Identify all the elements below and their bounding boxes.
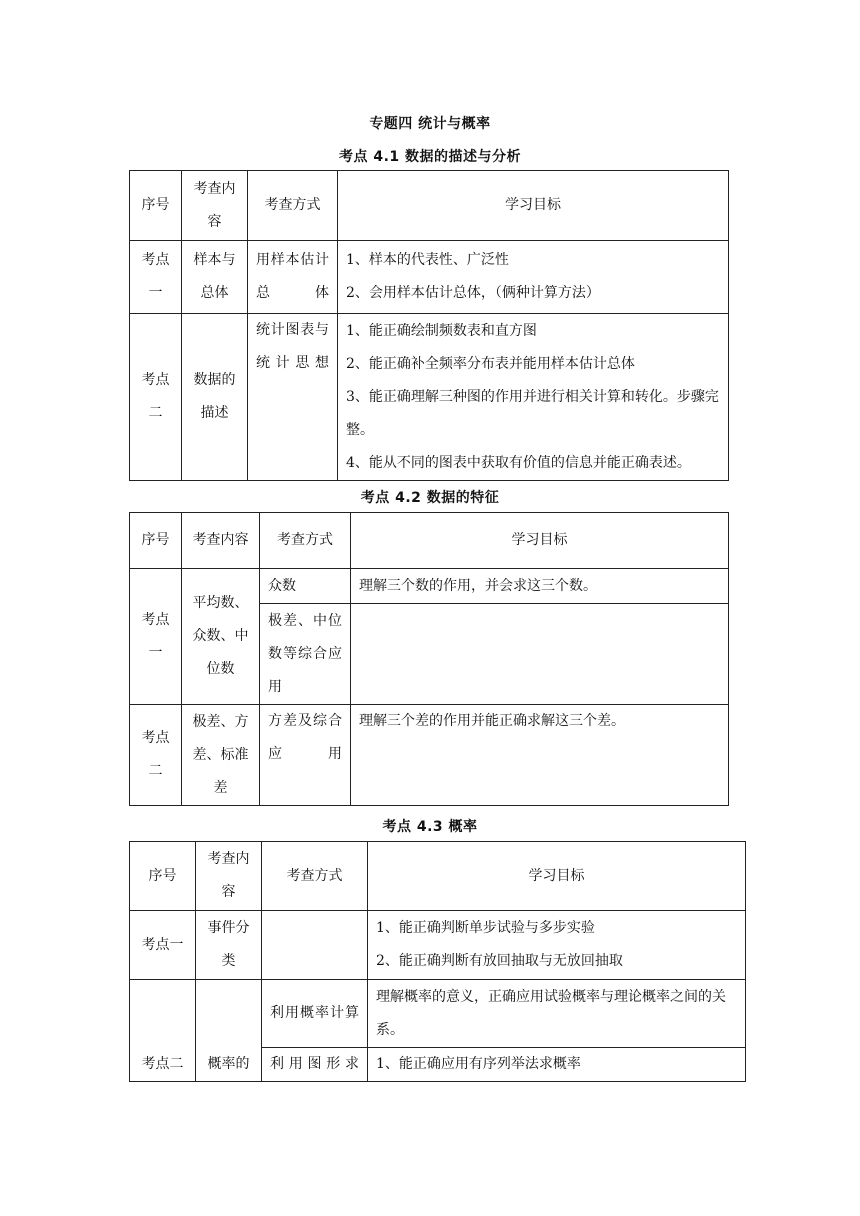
header-content: 考查内容	[182, 171, 248, 241]
cell-content: 样本与总体	[182, 241, 248, 314]
table-header-row	[130, 842, 746, 911]
cell-content: 事件分类	[196, 911, 262, 980]
cell-method: 众数	[260, 569, 351, 604]
goal-line: 2、能正确补全频率分布表并能用样本估计总体	[346, 355, 635, 372]
table-row	[130, 241, 729, 314]
table-4-2	[129, 512, 729, 806]
cell-goal: 理解三个数的作用，并会求这三个数。	[351, 569, 729, 604]
header-method: 考查方式	[260, 513, 351, 569]
goal-line: 1、能正确绘制频数表和直方图	[346, 322, 537, 339]
header-content: 考查内容	[182, 513, 260, 569]
header-seq: 序号	[130, 842, 196, 911]
goal-line: 2、能正确判断有放回抽取与无放回抽取	[376, 953, 623, 969]
cell-seq: 考点一	[130, 569, 182, 705]
table-row	[130, 911, 746, 980]
cell-method: 极差、中位数等综合应用	[260, 604, 351, 705]
cell-goal: 理解概率的意义，正确应用试验概率与理论概率之间的关系。	[368, 980, 746, 1048]
header-goal: 学习目标	[351, 513, 729, 569]
table-header-row	[130, 171, 729, 241]
cell-goal: 理解三个差的作用并能正确求解这三个差。	[351, 705, 729, 806]
table-row	[130, 705, 729, 806]
cell-content: 数据的描述	[182, 314, 248, 481]
header-seq: 序号	[130, 171, 182, 241]
cell-content: 极差、方差、标准差	[182, 705, 260, 806]
header-method: 考查方式	[262, 842, 368, 911]
header-method: 考查方式	[248, 171, 338, 241]
cell-method: 用样本估计总体	[248, 241, 338, 314]
header-goal: 学习目标	[338, 171, 729, 241]
header-content: 考查内容	[196, 842, 262, 911]
cell-seq: 考点二	[130, 314, 182, 481]
cell-method: 统计图表与统计思想	[248, 314, 338, 481]
cell-goals	[338, 314, 729, 481]
table-4-3	[129, 841, 746, 1082]
cell-content: 平均数、众数、中位数	[182, 569, 260, 705]
table-header-row	[130, 513, 729, 569]
cell-goals	[338, 241, 729, 314]
header-goal: 学习目标	[368, 842, 746, 911]
header-seq: 序号	[130, 513, 182, 569]
cell-goal	[351, 604, 729, 705]
table-row	[130, 569, 729, 604]
cell-goals	[368, 911, 746, 980]
cell-seq: 考点二	[130, 980, 196, 1082]
goal-line: 1、样本的代表性、广泛性	[346, 252, 509, 268]
cell-seq: 考点一	[130, 911, 196, 980]
table-4-1	[129, 170, 729, 481]
cell-content: 概率的	[196, 980, 262, 1082]
goal-line: 2、会用样本估计总体，（俩种计算方法）	[346, 285, 600, 301]
table-row	[130, 314, 729, 481]
cell-method: 方差及综合应用	[260, 705, 351, 806]
goal-line: 3、能正确理解三种图的作用并进行相关计算和转化。步骤完整。	[346, 388, 719, 438]
section-title-4-2: 考点 4.2 数据的特征	[360, 490, 500, 506]
table-row	[130, 980, 746, 1048]
cell-seq: 考点一	[130, 241, 182, 314]
cell-method: 利用图形求	[262, 1048, 368, 1082]
cell-method: 利用概率计算	[262, 980, 368, 1048]
cell-seq: 考点二	[130, 705, 182, 806]
cell-goal: 1、能正确应用有序列举法求概率	[368, 1048, 746, 1082]
cell-method	[262, 911, 368, 980]
section-title-4-1: 考点 4.1 数据的描述与分析	[338, 149, 522, 165]
goal-line: 1、能正确判断单步试验与多步实验	[376, 920, 595, 936]
page-title: 专题四 统计与概率	[369, 116, 491, 132]
section-title-4-3: 考点 4.3 概率	[382, 819, 478, 835]
goal-line: 4、能从不同的图表中获取有价值的信息并能正确表述。	[346, 454, 691, 471]
